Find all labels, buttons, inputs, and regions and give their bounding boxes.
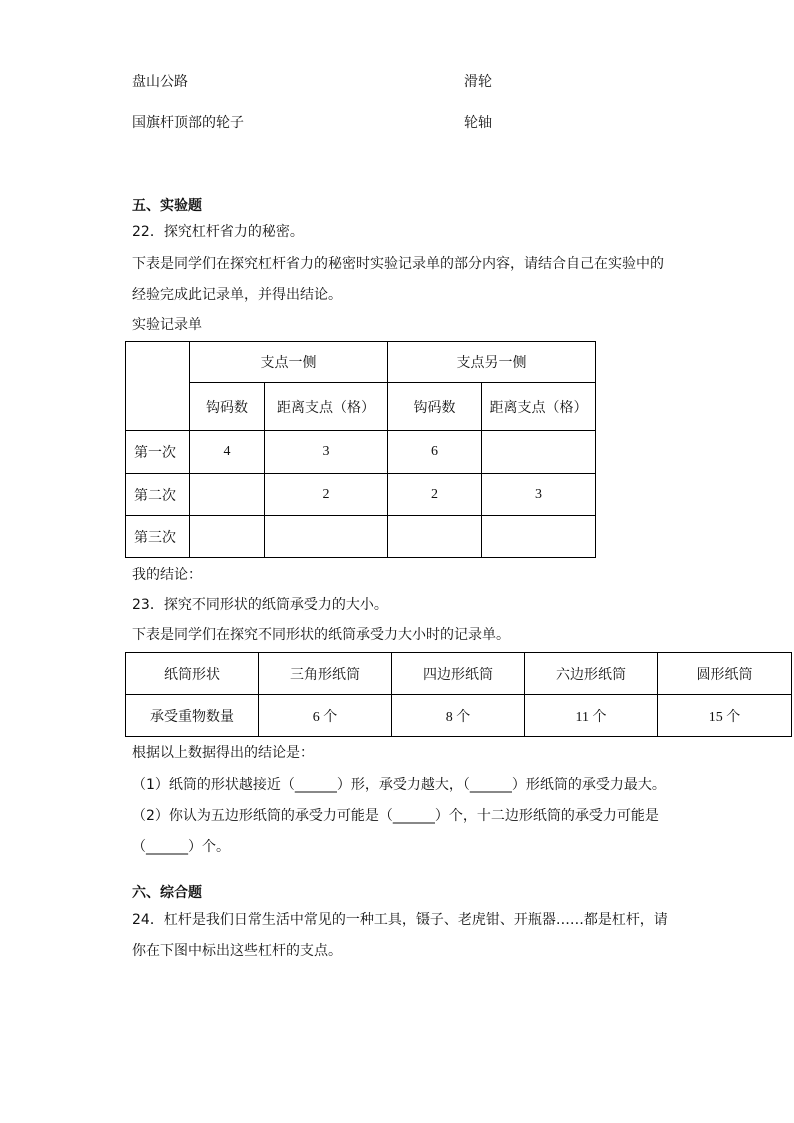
q23-conclusion-intro: 根据以上数据得出的结论是： [132, 745, 314, 761]
subheader-weights: 钩码数 [190, 383, 265, 431]
table-cell: 15 个 [658, 695, 792, 737]
table-cell [190, 516, 265, 558]
table-cell: 3 [482, 474, 596, 516]
header-triangle-tube: 三角形纸筒 [259, 653, 392, 695]
q23-title: 23．探究不同形状的纸筒承受力的大小。 [132, 597, 388, 613]
table-cell [265, 516, 388, 558]
q24-line1: 24．杠杆是我们日常生活中常见的一种工具，镊子、老虎钳、开瓶器……都是杠杆，请 [132, 912, 668, 928]
q23-sub-question-2: （2）你认为五边形纸筒的承受力可能是（______）个，十二边形纸筒的承受力可能是 [132, 808, 659, 824]
table-cell: 3 [265, 431, 388, 474]
table-cell: 6 [388, 431, 482, 474]
table-cell [482, 431, 596, 474]
subheader-distance: 距离支点（格） [265, 383, 388, 431]
match-right-2: 轮轴 [464, 115, 492, 131]
table-corner-cell [126, 342, 190, 431]
q23-sub-question-2-cont: （______）个。 [132, 839, 230, 855]
q22-instruction-line1: 下表是同学们在探究杠杆省力的秘密时实验记录单的部分内容，请结合自己在实验中的 [132, 256, 664, 272]
q22-title: 22．探究杠杆省力的秘密。 [132, 224, 304, 240]
table-cell: 8 个 [392, 695, 525, 737]
header-fulcrum-other-side: 支点另一侧 [388, 342, 596, 383]
table-row [126, 695, 792, 737]
header-square-tube: 四边形纸筒 [392, 653, 525, 695]
table-cell: 6 个 [259, 695, 392, 737]
q23-instruction: 下表是同学们在探究不同形状的纸筒承受力大小时的记录单。 [132, 627, 510, 643]
q24-line2: 你在下图中标出这些杠杆的支点。 [132, 943, 342, 959]
table-row [126, 431, 596, 474]
table-cell: 2 [388, 474, 482, 516]
table-cell [482, 516, 596, 558]
match-right-1: 滑轮 [464, 74, 492, 90]
table-cell: 2 [265, 474, 388, 516]
header-fulcrum-side: 支点一侧 [190, 342, 388, 383]
section-six-title: 六、综合题 [132, 885, 202, 901]
tube-strength-table [125, 652, 792, 737]
header-round-tube: 圆形纸筒 [658, 653, 792, 695]
subheader-weights: 钩码数 [388, 383, 482, 431]
table-row [126, 474, 596, 516]
row-label: 承受重物数量 [126, 695, 259, 737]
q23-sub-question-1: （1）纸筒的形状越接近（______）形，承受力越大，（______）形纸筒的承受力最大。 [132, 777, 666, 793]
table-cell: 4 [190, 431, 265, 474]
row-label: 第二次 [126, 474, 190, 516]
header-tube-shape: 纸筒形状 [126, 653, 259, 695]
row-label: 第三次 [126, 516, 190, 558]
match-left-1: 盘山公路 [132, 74, 188, 90]
table-cell [388, 516, 482, 558]
header-hexagon-tube: 六边形纸筒 [525, 653, 658, 695]
q22-conclusion-label: 我的结论： [132, 567, 202, 583]
lever-record-table [125, 341, 596, 558]
subheader-distance: 距离支点（格） [482, 383, 596, 431]
table-row [126, 516, 596, 558]
match-left-2: 国旗杆顶部的轮子 [132, 115, 244, 131]
table-cell [190, 474, 265, 516]
q22-table-caption: 实验记录单 [132, 317, 202, 333]
table-cell: 11 个 [525, 695, 658, 737]
q22-instruction-line2: 经验完成此记录单，并得出结论。 [132, 287, 342, 303]
section-five-title: 五、实验题 [132, 198, 202, 214]
row-label: 第一次 [126, 431, 190, 474]
